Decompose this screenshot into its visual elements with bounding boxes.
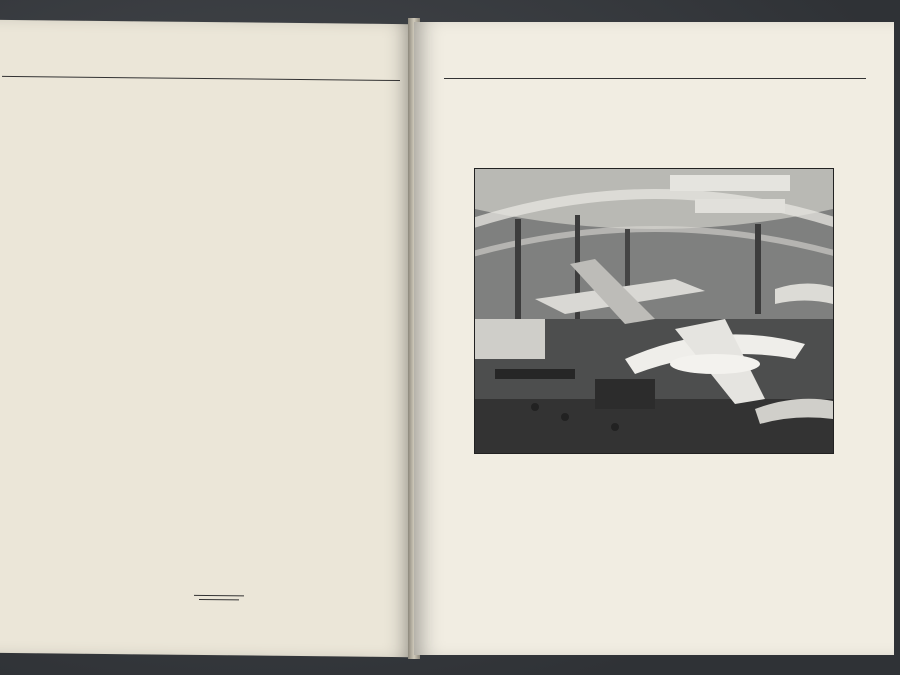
exhibition-photo-drawing <box>475 169 833 453</box>
col1-swedish-quote <box>2 88 186 90</box>
left-page <box>0 20 414 657</box>
col1-top-lines <box>2 82 186 84</box>
col1-paragraph-3 <box>2 88 186 90</box>
col2-swedish-end <box>196 84 392 86</box>
right-header-rule <box>444 78 866 79</box>
left-page-header <box>0 58 414 80</box>
col2-paragraph-2 <box>196 86 392 88</box>
col2-paragraph-1 <box>196 86 392 88</box>
left-column-2 <box>196 84 392 606</box>
exhibition-photo <box>474 168 834 454</box>
right-page-header <box>414 60 894 78</box>
col2-paragraph-3 <box>196 86 392 88</box>
right-column-1 <box>444 488 648 655</box>
section-heading <box>2 88 186 90</box>
left-column-1 <box>2 82 186 654</box>
col2-paragraph-4 <box>196 86 392 88</box>
right-column-2 <box>658 488 858 655</box>
left-header-rule <box>2 76 400 81</box>
col1-paragraph-2 <box>2 82 186 84</box>
col2-paragraph-5 <box>196 86 392 88</box>
right-page <box>414 22 894 655</box>
